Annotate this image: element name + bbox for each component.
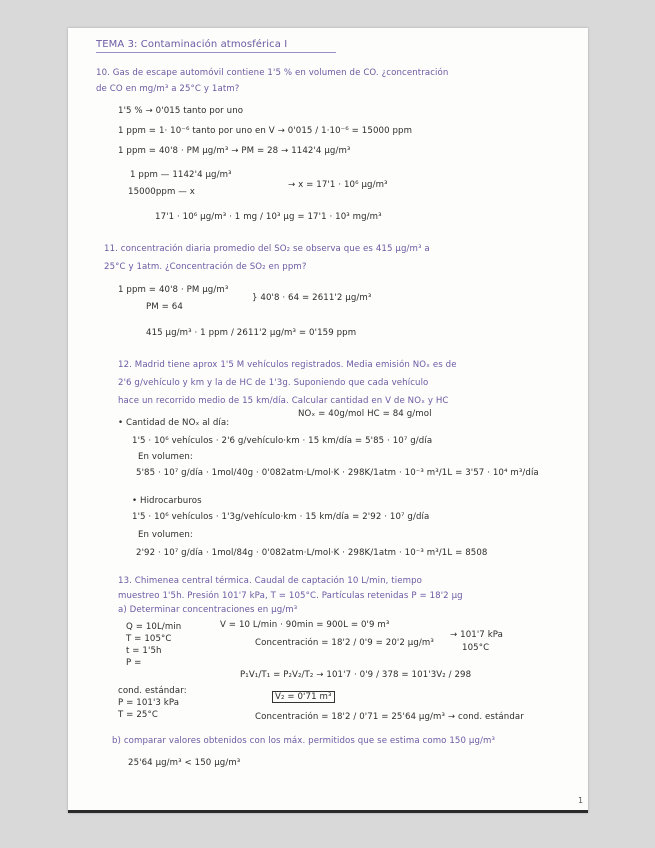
calc-line: 2'92 · 10⁷ g/día · 1mol/84g · 0'082atm·L/mol·K · 298K/1atm · 10⁻³ m³/1L = 8508 [136,548,488,558]
calc-line: NOₓ = 40g/mol HC = 84 g/mol [298,409,432,419]
problem-11-line-2: 25°C y 1atm. ¿Concentración de SO₂ en ppm? [104,262,307,272]
problem-13-line-3: a) Determinar concentraciones en μg/m³ [118,605,298,615]
page-bottom-edge [68,810,588,813]
calc-result: → x = 17'1 · 10⁶ μg/m³ [288,180,388,190]
calc-line: 1 ppm — 1142'4 μg/m³ [130,170,232,180]
title-underline [96,52,336,53]
calc-line: 1 ppm = 1· 10⁻⁶ tanto por uno en V → 0'015 / 1·10⁻⁶ = 15000 ppm [118,126,413,136]
boxed-result: V₂ = 0'71 m³ [272,692,335,702]
calc-line: 1 ppm = 40'8 · PM μg/m³ → PM = 28 → 1142'4 μg/m³ [118,146,351,156]
calc-line: P₁V₁/T₁ = P₂V₂/T₂ → 101'7 · 0'9 / 378 = 101'3V₂ / 298 [240,670,472,680]
problem-12-line-1: 12. Madrid tiene aprox 1'5 M vehículos registrados. Media emisión NOₓ es de [118,360,457,370]
calc-line: 25'64 μg/m³ < 150 μg/m³ [128,758,241,768]
calc-line: PM = 64 [146,302,183,312]
data-line: Q = 10L/min [126,622,182,632]
calc-line: 1'5 % → 0'015 tanto por uno [118,106,244,116]
calc-line: Concentración = 18'2 / 0'9 = 20'2 μg/m³ [255,638,434,648]
problem-13-line-4: b) comparar valores obtenidos con los máx. permitidos que se estima como 150 μg/m³ [112,736,496,746]
problem-11-line-1: 11. concentración diaria promedio del SO₂ se observa que es 415 μg/m³ a [104,244,430,254]
calc-line: En volumen: [138,530,193,540]
problem-10-line-2: de CO en mg/m³ a 25°C y 1atm? [96,84,240,94]
calc-result: } 40'8 · 64 = 2611'2 μg/m³ [252,293,372,303]
data-line: t = 1'5h [126,646,162,656]
calc-line: 1'5 · 10⁶ vehículos · 1'3g/vehículo·km · 15 km/día = 2'92 · 10⁷ g/día [132,512,430,522]
calc-line: V = 10 L/min · 90min = 900L = 0'9 m³ [220,620,390,630]
calc-line: En volumen: [138,452,193,462]
calc-line: 105°C [462,643,490,653]
data-line: T = 25°C [118,710,158,720]
page-title: TEMA 3: Contaminación atmosférica I [96,39,288,50]
data-line: P = 101'3 kPa [118,698,180,708]
problem-12-line-2: 2'6 g/vehículo y km y la de HC de 1'3g. Suponiendo que cada vehículo [118,378,429,388]
problem-10-line-1: 10. Gas de escape automóvil contiene 1'5 % en volumen de CO. ¿concentración [96,68,449,78]
calc-line: 415 μg/m³ · 1 ppm / 2611'2 μg/m³ = 0'159 ppm [146,328,357,338]
data-line: T = 105°C [126,634,172,644]
problem-13-line-1: 13. Chimenea central térmica. Caudal de captación 10 L/min, tiempo [118,576,423,586]
problem-13-line-2: muestreo 1'5h. Presión 101'7 kPa, T = 105°C. Partículas retenidas P = 18'2 μg [118,591,463,601]
section-heading: • Hidrocarburos [132,496,202,506]
calc-line: 17'1 · 10⁶ μg/m³ · 1 mg / 10³ μg = 17'1 · 10³ mg/m³ [155,212,382,222]
section-heading: cond. estándar: [118,686,187,696]
calc-line: → 101'7 kPa [450,630,504,640]
calc-line: Concentración = 18'2 / 0'71 = 25'64 μg/m³ → cond. estándar [255,712,524,722]
calc-line: 15000ppm — x [128,187,195,197]
page-number: 1 [578,796,584,805]
problem-12-line-3: hace un recorrido medio de 15 km/día. Calcular cantidad en V de NOₓ y HC [118,396,449,406]
data-line: P = [126,658,142,668]
calc-line: 1 ppm = 40'8 · PM μg/m³ [118,285,229,295]
section-heading: • Cantidad de NOₓ al día: [118,418,230,428]
calc-line: 1'5 · 10⁶ vehículos · 2'6 g/vehículo·km · 15 km/día = 5'85 · 10⁷ g/día [132,436,433,446]
calc-line: 5'85 · 10⁷ g/día · 1mol/40g · 0'082atm·L/mol·K · 298K/1atm · 10⁻³ m³/1L = 3'57 · 10⁴ m³/día [136,468,539,478]
